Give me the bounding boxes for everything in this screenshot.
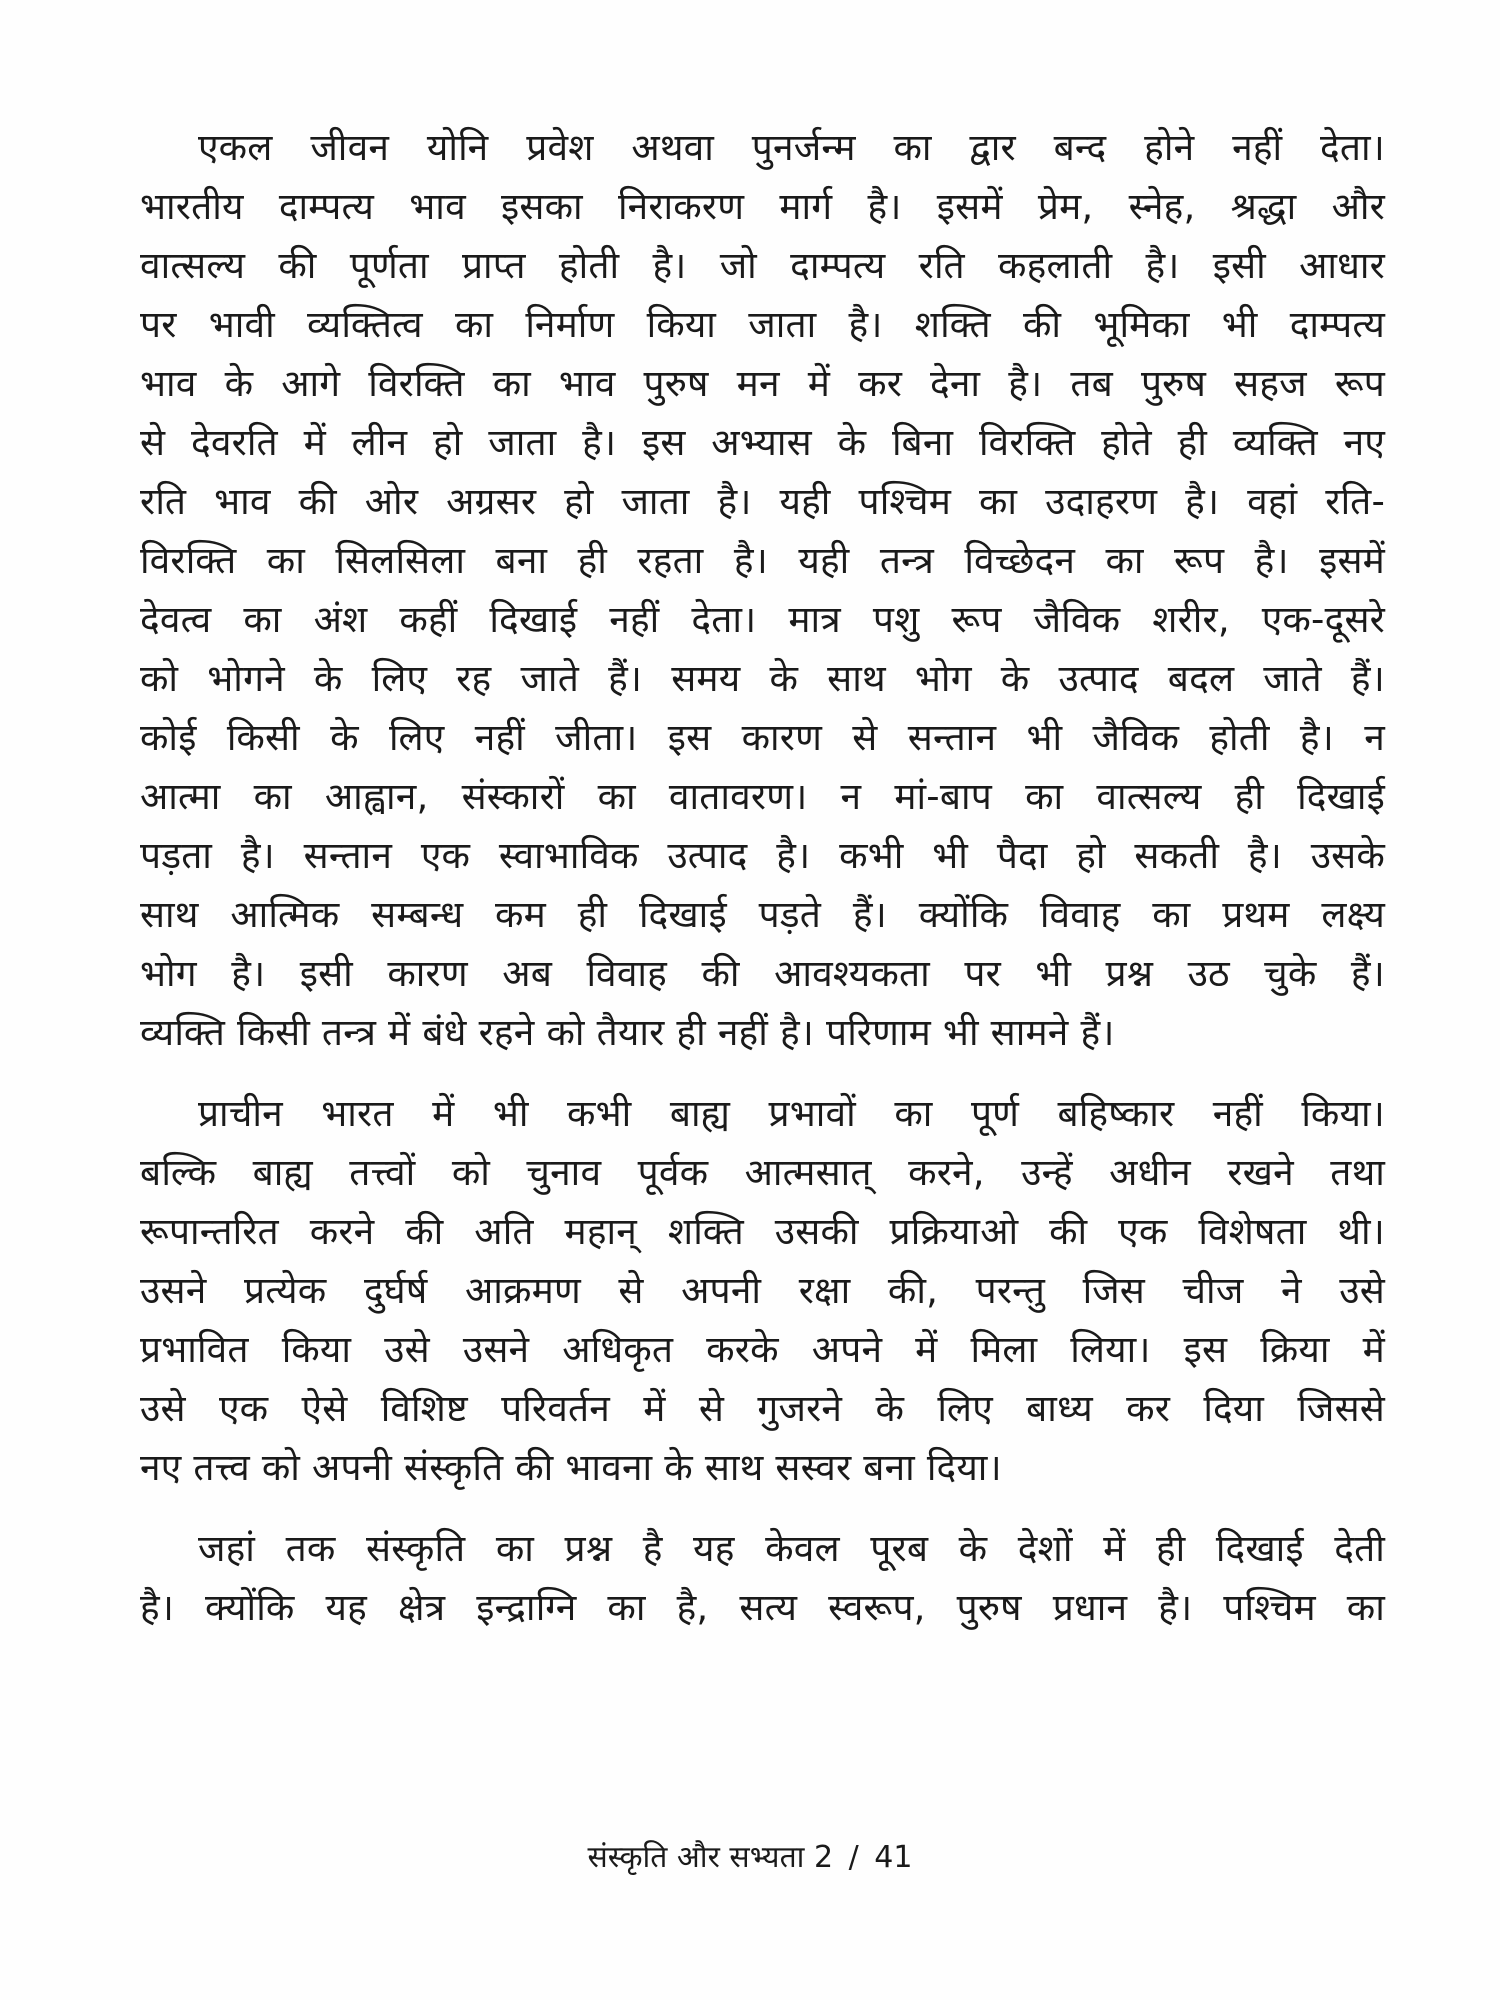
paragraph-2 [140, 1084, 1385, 1497]
text-line: देवत्व का अंश कहीं दिखाई नहीं देता। मात्र पशु रूप जैविक शरीर, एक-दूसरे [140, 598, 1385, 641]
text-line: कोई किसी के लिए नहीं जीता। इस कारण से सन्तान भी जैविक होती है। न [140, 716, 1385, 759]
footer-separator: / [848, 1840, 859, 1875]
text-line: से देवरति में लीन हो जाता है। इस अभ्यास के बिना विरक्ति होते ही व्यक्ति नए [140, 421, 1385, 464]
text-line: रति भाव की ओर अग्रसर हो जाता है। यही पश्चिम का उदाहरण है। वहां रति- [140, 480, 1385, 523]
text-line: आत्मा का आह्वान, संस्कारों का वातावरण। न मां-बाप का वात्सल्य ही दिखाई [140, 775, 1385, 818]
page-footer [0, 1838, 1500, 1878]
text-line: भारतीय दाम्पत्य भाव इसका निराकरण मार्ग है। इसमें प्रेम, स्नेह, श्रद्धा और [140, 185, 1385, 228]
text-line: नए तत्त्व को अपनी संस्कृति की भावना के साथ सस्वर बना दिया। [140, 1446, 1002, 1489]
text-line: रूपान्तरित करने की अति महान् शक्ति उसकी प्रक्रियाओ की एक विशेषता थी। [140, 1210, 1385, 1253]
paragraph-3 [140, 1519, 1385, 1637]
text-line: उसने प्रत्येक दुर्घर्ष आक्रमण से अपनी रक्षा की, परन्तु जिस चीज ने उसे [140, 1269, 1385, 1312]
paragraph-1 [140, 118, 1385, 1062]
text-line: उसे एक ऐसे विशिष्ट परिवर्तन में से गुजरने के लिए बाध्य कर दिया जिससे [140, 1387, 1385, 1430]
text-line: विरक्ति का सिलसिला बना ही रहता है। यही तन्त्र विच्छेदन का रूप है। इसमें [140, 539, 1385, 582]
text-line: भोग है। इसी कारण अब विवाह की आवश्यकता पर भी प्रश्न उठ चुके हैं। [140, 952, 1385, 995]
book-title: संस्कृति और सभ्यता 2 [587, 1840, 834, 1875]
text-line: पर भावी व्यक्तित्व का निर्माण किया जाता है। शक्ति की भूमिका भी दाम्पत्य [140, 303, 1385, 346]
text-line: पड़ता है। सन्तान एक स्वाभाविक उत्पाद है। कभी भी पैदा हो सकती है। उसके [140, 834, 1385, 877]
body-text [140, 118, 1385, 1637]
text-line: एकल जीवन योनि प्रवेश अथवा पुनर्जन्म का द्वार बन्द होने नहीं देता। [198, 126, 1385, 169]
text-line: भाव के आगे विरक्ति का भाव पुरुष मन में कर देना है। तब पुरुष सहज रूप [140, 362, 1385, 405]
text-line: है। क्योंकि यह क्षेत्र इन्द्राग्नि का है, सत्य स्वरूप, पुरुष प्रधान है। पश्चिम का [140, 1586, 1385, 1629]
page-number: 41 [874, 1840, 913, 1875]
text-line: प्राचीन भारत में भी कभी बाह्य प्रभावों का पूर्ण बहिष्कार नहीं किया। [198, 1092, 1385, 1135]
text-line: साथ आत्मिक सम्बन्ध कम ही दिखाई पड़ते हैं। क्योंकि विवाह का प्रथम लक्ष्य [140, 893, 1385, 936]
text-line: को भोगने के लिए रह जाते हैं। समय के साथ भोग के उत्पाद बदल जाते हैं। [140, 657, 1385, 700]
text-line: प्रभावित किया उसे उसने अधिकृत करके अपने में मिला लिया। इस क्रिया में [140, 1328, 1385, 1371]
text-line: जहां तक संस्कृति का प्रश्न है यह केवल पूरब के देशों में ही दिखाई देती [198, 1527, 1385, 1570]
text-line: बल्कि बाह्य तत्त्वों को चुनाव पूर्वक आत्मसात् करने, उन्हें अधीन रखने तथा [140, 1151, 1385, 1194]
text-line: वात्सल्य की पूर्णता प्राप्त होती है। जो दाम्पत्य रति कहलाती है। इसी आधार [140, 244, 1385, 287]
text-line: व्यक्ति किसी तन्त्र में बंधे रहने को तैयार ही नहीं है। परिणाम भी सामने हैं। [140, 1011, 1115, 1054]
